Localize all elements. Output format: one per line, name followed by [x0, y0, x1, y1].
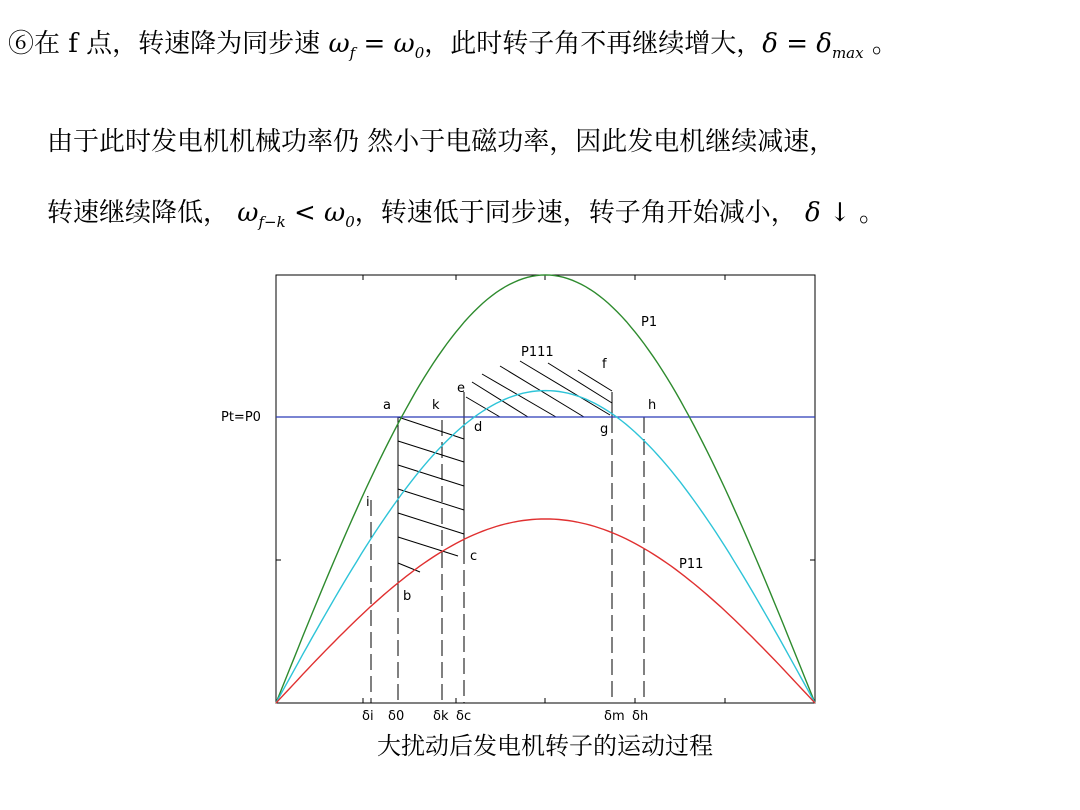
- curve-P111: [276, 391, 815, 703]
- line1-part3: 。: [863, 29, 898, 59]
- equation-delta-equals-delta-max: $\delta = \delta_{max}$: [762, 29, 864, 62]
- delta-label-k: δk: [433, 709, 449, 724]
- symbol-delta: δ: [805, 198, 821, 228]
- delta-label-h: δh: [632, 709, 649, 724]
- hatch-acceleration-area: [398, 417, 464, 596]
- circled-number-6: ⑥: [8, 29, 35, 59]
- curve-label-P1: P1: [641, 315, 658, 330]
- curve-P1: [276, 275, 815, 703]
- dashed-verticals: [371, 417, 644, 703]
- point-label-k: k: [432, 398, 440, 413]
- point-label-e: e: [457, 381, 465, 396]
- figure-caption: 大扰动后发电机转子的运动过程: [377, 732, 713, 760]
- text-line-2: 由于此时发电机机械功率仍 然小于电磁功率，因此发电机继续减速，: [47, 127, 836, 157]
- delta-label-0: δ0: [388, 709, 405, 724]
- point-label-f: f: [602, 357, 607, 372]
- curve-P11: [276, 519, 815, 703]
- line1-part2: ，此时转子角不再继续增大，: [424, 29, 763, 59]
- line3-part2: ，转速低于同步速，转子角开始减小，: [354, 198, 806, 228]
- curve-label-P111: P111: [521, 345, 554, 360]
- axis-ticks: [276, 275, 815, 703]
- point-label-a: a: [383, 398, 391, 413]
- delta-label-m: δm: [604, 709, 625, 724]
- delta-label-c: δc: [456, 709, 472, 724]
- equation-omega-f-equals-omega0: $\omega_f = \omega_0$: [328, 29, 425, 62]
- line3-part3: ↓ 。: [820, 198, 886, 228]
- point-label-h: h: [648, 398, 657, 413]
- point-label-i: i: [366, 495, 370, 510]
- hline-label: Pt=P0: [221, 410, 261, 425]
- equation-omega-fk-less-omega0: $\omega_{f-k} < \omega_0$: [237, 198, 355, 231]
- curve-label-P11: P11: [679, 557, 704, 572]
- point-label-b: b: [403, 589, 412, 604]
- delta-label-i: δi: [362, 709, 374, 724]
- point-label-d: d: [474, 420, 483, 435]
- point-label-c: c: [470, 549, 478, 564]
- point-label-g: g: [600, 422, 609, 437]
- line3-part1: 转速继续降低，: [47, 198, 238, 228]
- plot-frame: [276, 275, 815, 703]
- line1-part1: 在 f 点，转速降为同步速: [34, 29, 329, 59]
